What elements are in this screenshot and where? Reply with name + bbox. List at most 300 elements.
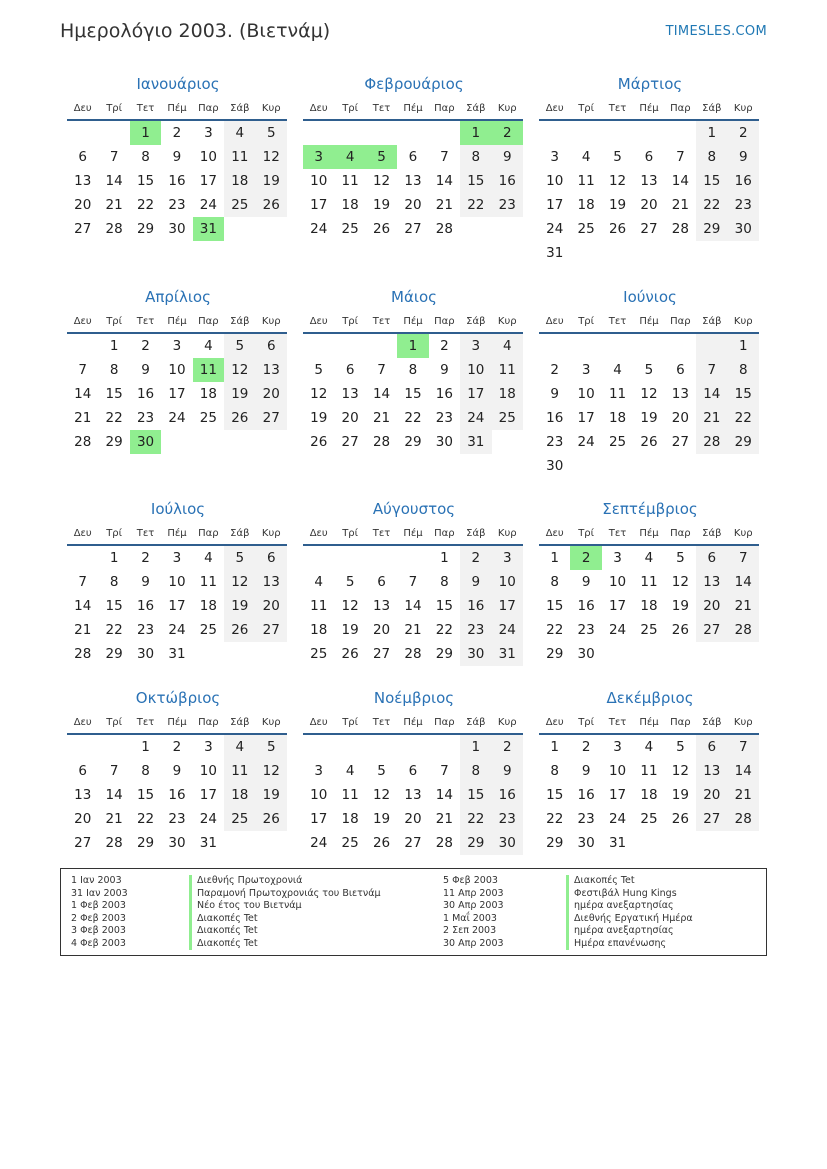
day-cell: 31 [492,642,523,666]
legend-dates-left [71,875,128,950]
day-cell: 19 [224,382,255,406]
day-cell: 22 [546,622,564,638]
weekday-header: Παρ [429,524,460,546]
holiday-day-cell: 2 [570,546,601,570]
day-cell: 5 [676,739,685,755]
day-cell: 21 [404,622,422,638]
day-cell: 25 [640,622,658,638]
page-title: Ημερολόγιο 2003. (Βιετνάμ) [60,20,331,42]
empty-cell [334,121,365,145]
day-cell: 6 [408,763,418,779]
day-cell: 3 [613,739,622,755]
day-cell: 15 [136,787,155,803]
weekday-header: Σάβ [224,312,255,334]
weekday-header: Πέμ [397,312,428,334]
day-cell: 6 [676,362,685,378]
day-cell: 15 [105,386,123,402]
day-cell: 8 [141,763,150,779]
day-cell: 18 [199,598,217,614]
month-name: Απρίλιος [145,288,211,306]
weekday-header: Τρί [334,99,365,121]
day-cell: 19 [310,410,328,426]
day-cell: 29 [435,646,453,662]
holiday-day-cell: 4 [334,145,365,169]
day-cell: 7 [676,149,685,165]
day-cell: 3 [581,362,591,378]
month-name: Ιούνιος [623,288,677,306]
day-cell: 16 [577,787,595,803]
day-cell: 13 [74,787,92,803]
day-cell: 3 [204,125,213,141]
weekday-header: Παρ [193,524,224,546]
month-days-grid [539,95,761,265]
day-cell: 7 [78,362,87,378]
day-cell: 30 [435,434,453,450]
day-cell: 15 [105,598,123,614]
day-cell: 18 [341,811,359,827]
day-cell: 9 [172,763,182,779]
day-cell: 5 [345,574,355,590]
day-cell: 24 [310,835,328,851]
weekday-header: Σάβ [696,524,727,546]
day-cell: 28 [696,430,727,454]
legend-names-left [189,875,381,950]
day-cell: 26 [671,622,689,638]
day-cell: 14 [74,386,92,402]
day-cell: 31 [199,835,217,851]
day-cell: 29 [460,831,491,855]
day-cell: 30 [546,458,564,474]
day-cell: 27 [256,618,287,642]
empty-cell [633,121,664,145]
day-cell: 23 [460,618,491,642]
day-cell: 15 [136,173,155,189]
day-cell: 10 [577,386,595,402]
day-cell: 13 [74,173,92,189]
day-cell: 27 [696,807,727,831]
day-cell: 20 [696,783,727,807]
day-cell: 9 [460,570,491,594]
weekday-header: Τρί [570,99,601,121]
day-cell: 4 [581,149,591,165]
day-cell: 19 [256,783,287,807]
weekday-header: Σάβ [696,312,727,334]
day-cell: 6 [377,574,386,590]
day-cell: 23 [492,807,523,831]
weekday-header: Δευ [67,312,98,334]
empty-cell [98,121,129,145]
empty-cell [334,546,365,570]
legend-date: 1 Φεβ 2003 [71,900,126,911]
holiday-day-cell: 11 [193,358,224,382]
legend-date: 1 Μαΐ 2003 [443,912,497,924]
month-name: Αύγουστος [372,500,456,518]
weekday-header: Τετ [366,524,397,546]
day-cell: 28 [404,646,422,662]
day-cell: 23 [728,193,759,217]
day-cell: 20 [256,382,287,406]
day-cell: 3 [204,739,213,755]
day-cell: 15 [404,386,422,402]
day-cell: 26 [372,221,391,237]
day-cell: 27 [74,835,92,851]
empty-cell [397,735,428,759]
month-name: Δεκέμβριος [606,689,694,707]
day-cell: 2 [440,338,449,354]
day-cell: 23 [546,434,564,450]
day-cell: 4 [644,550,654,566]
weekday-header: Τρί [570,312,601,334]
day-cell: 10 [608,574,627,590]
legend-holiday-name: Παραμονή Πρωτοχρονιάς του Βιετνάμ [189,888,381,901]
empty-cell [429,121,460,145]
day-cell: 28 [435,835,453,851]
day-cell: 29 [105,434,123,450]
day-cell: 13 [696,759,727,783]
legend-holiday-name: Διακοπές Tet [189,938,381,951]
weekday-header: Σάβ [460,99,491,121]
day-cell: 28 [435,221,453,237]
day-cell: 1 [109,338,119,354]
empty-cell [633,334,664,358]
day-cell: 8 [141,149,150,165]
brand-link[interactable]: TIMESLES.COM [665,24,767,39]
day-cell: 14 [74,598,92,614]
day-cell: 4 [204,550,213,566]
day-cell: 26 [608,221,627,237]
weekday-header: Τρί [98,524,129,546]
day-cell: 2 [728,121,759,145]
day-cell: 18 [577,197,595,213]
day-cell: 15 [696,169,727,193]
day-cell: 23 [168,811,186,827]
day-cell: 2 [492,735,523,759]
day-cell: 29 [404,434,422,450]
day-cell: 31 [460,430,491,454]
month-name: Νοέμβριος [373,689,455,707]
weekday-header: Παρ [429,713,460,735]
weekday-header: Σάβ [460,524,491,546]
day-cell: 17 [310,197,328,213]
month-block [539,686,761,855]
day-cell: 6 [256,334,287,358]
day-cell: 9 [492,759,523,783]
day-cell: 26 [372,835,391,851]
day-cell: 5 [256,735,287,759]
holiday-day-cell: 1 [130,121,161,145]
empty-cell [67,546,98,570]
day-cell: 20 [256,594,287,618]
empty-cell [665,121,696,145]
day-cell: 18 [640,598,658,614]
day-cell: 26 [671,811,689,827]
day-cell: 17 [577,410,595,426]
day-cell: 12 [256,759,287,783]
day-cell: 7 [728,735,759,759]
day-cell: 17 [546,197,564,213]
empty-cell [67,121,98,145]
day-cell: 14 [435,787,453,803]
day-cell: 7 [109,763,119,779]
day-cell: 24 [199,197,217,213]
day-cell: 27 [74,221,92,237]
day-cell: 23 [136,410,155,426]
month-block [303,285,525,454]
weekday-header: Δευ [303,713,334,735]
day-cell: 11 [492,358,523,382]
weekday-header: Παρ [665,524,696,546]
month-days-grid [67,520,289,666]
empty-cell [696,334,727,358]
month-block [303,686,525,855]
day-cell: 9 [141,362,150,378]
weekday-header: Παρ [665,99,696,121]
weekday-header: Κυρ [256,312,287,334]
weekday-header: Παρ [193,312,224,334]
legend-date: 31 Ιαν 2003 [71,887,128,899]
month-days-grid [303,520,525,666]
weekday-header: Τετ [130,99,161,121]
day-cell: 19 [608,197,627,213]
day-cell: 19 [341,622,359,638]
day-cell: 12 [256,145,287,169]
month-block [67,72,289,241]
day-cell: 23 [577,622,595,638]
day-cell: 20 [404,811,422,827]
day-cell: 12 [671,574,689,590]
day-cell: 31 [608,835,627,851]
holiday-day-cell: 5 [366,145,397,169]
day-cell: 26 [341,646,359,662]
day-cell: 30 [168,835,186,851]
day-cell: 10 [310,787,328,803]
day-cell: 20 [74,197,92,213]
day-cell: 29 [696,217,727,241]
day-cell: 28 [372,434,391,450]
holiday-day-cell: 1 [397,334,428,358]
day-cell: 3 [314,763,323,779]
empty-cell [98,735,129,759]
day-cell: 10 [460,358,491,382]
day-cell: 22 [136,811,155,827]
day-cell: 11 [341,787,359,803]
day-cell: 28 [728,807,759,831]
legend-holiday-name: ημέρα ανεξαρτησίας [566,925,693,938]
weekday-header: Παρ [193,99,224,121]
day-cell: 11 [341,173,359,189]
month-name: Οκτώβριος [135,689,221,707]
month-name: Μάρτιος [617,75,683,93]
day-cell: 21 [74,410,92,426]
legend-names-right [566,875,693,950]
day-cell: 8 [460,759,491,783]
day-cell: 7 [377,362,386,378]
day-cell: 10 [546,173,564,189]
weekday-header: Τρί [98,312,129,334]
empty-cell [665,334,696,358]
day-cell: 8 [440,574,449,590]
day-cell: 27 [372,646,391,662]
day-cell: 3 [460,334,491,358]
day-cell: 21 [728,594,759,618]
day-cell: 2 [581,739,591,755]
day-cell: 2 [141,550,150,566]
weekday-header: Τετ [130,524,161,546]
weekday-header: Τρί [334,312,365,334]
weekday-header: Τετ [366,99,397,121]
day-cell: 7 [408,574,418,590]
day-cell: 27 [404,221,422,237]
day-cell: 26 [310,434,328,450]
day-cell: 29 [105,646,123,662]
day-cell: 1 [440,550,449,566]
weekday-header: Παρ [193,713,224,735]
weekday-header: Δευ [67,524,98,546]
day-cell: 30 [136,646,155,662]
weekday-header: Δευ [303,99,334,121]
day-cell: 9 [581,574,591,590]
day-cell: 8 [550,763,559,779]
day-cell: 31 [546,245,564,261]
day-cell: 24 [199,811,217,827]
day-cell: 4 [613,362,622,378]
day-cell: 6 [345,362,355,378]
day-cell: 20 [404,197,422,213]
empty-cell [366,735,397,759]
day-cell: 26 [256,193,287,217]
day-cell: 5 [644,362,654,378]
day-cell: 13 [404,787,422,803]
day-cell: 16 [577,598,595,614]
empty-cell [397,121,428,145]
day-cell: 23 [435,410,453,426]
weekday-header: Τετ [366,713,397,735]
day-cell: 23 [492,193,523,217]
day-cell: 14 [696,382,727,406]
day-cell: 22 [460,193,491,217]
weekday-header: Σάβ [460,713,491,735]
day-cell: 16 [168,173,186,189]
day-cell: 25 [199,622,217,638]
day-cell: 13 [341,386,359,402]
legend-holiday-name: Διακοπές Tet [566,875,693,888]
day-cell: 17 [310,811,328,827]
weekday-header: Τετ [602,312,633,334]
day-cell: 30 [460,642,491,666]
day-cell: 22 [105,410,123,426]
day-cell: 8 [109,574,119,590]
day-cell: 29 [546,646,564,662]
day-cell: 29 [136,221,155,237]
day-cell: 27 [341,434,359,450]
day-cell: 31 [168,646,186,662]
day-cell: 11 [224,145,255,169]
empty-cell [366,121,397,145]
day-cell: 3 [492,546,523,570]
weekday-header: Πέμ [633,312,664,334]
weekday-header: Κυρ [728,713,759,735]
day-cell: 17 [168,386,186,402]
day-cell: 4 [644,739,654,755]
day-cell: 15 [460,783,491,807]
day-cell: 17 [168,598,186,614]
month-block [67,686,289,855]
weekday-header: Δευ [539,713,570,735]
weekday-header: Πέμ [397,99,428,121]
weekday-header: Δευ [539,99,570,121]
weekday-header: Σάβ [224,99,255,121]
weekday-header: Τρί [334,713,365,735]
weekday-header: Δευ [303,524,334,546]
day-cell: 5 [224,334,255,358]
day-cell: 23 [577,811,595,827]
day-cell: 6 [696,735,727,759]
empty-cell [429,735,460,759]
day-cell: 20 [341,410,359,426]
day-cell: 24 [492,618,523,642]
month-name: Μάιος [391,288,437,306]
day-cell: 14 [404,598,422,614]
weekday-header: Πέμ [161,312,192,334]
weekday-header: Πέμ [161,99,192,121]
day-cell: 1 [550,550,559,566]
weekday-header: Κυρ [256,99,287,121]
weekday-header: Κυρ [256,713,287,735]
day-cell: 11 [640,574,658,590]
empty-cell [334,735,365,759]
day-cell: 25 [224,807,255,831]
day-cell: 24 [608,811,627,827]
weekday-header: Σάβ [696,713,727,735]
day-cell: 6 [78,763,87,779]
day-cell: 14 [671,173,689,189]
empty-cell [570,334,601,358]
day-cell: 16 [136,598,155,614]
day-cell: 19 [671,787,689,803]
day-cell: 4 [492,334,523,358]
day-cell: 27 [256,406,287,430]
empty-cell [602,334,633,358]
day-cell: 28 [671,221,689,237]
day-cell: 12 [640,386,658,402]
legend-holiday-name: Φεστιβάλ Hung Kings [566,888,693,901]
day-cell: 15 [546,598,564,614]
month-days-grid [67,709,289,855]
day-cell: 25 [199,410,217,426]
day-cell: 24 [577,434,595,450]
day-cell: 3 [172,338,182,354]
weekday-header: Τρί [570,713,601,735]
day-cell: 2 [172,125,182,141]
day-cell: 15 [728,382,759,406]
day-cell: 10 [168,362,186,378]
month-days-grid [303,95,525,241]
legend-date: 2 Σεπ 2003 [443,925,497,936]
day-cell: 26 [224,406,255,430]
day-cell: 10 [199,149,217,165]
day-cell: 5 [613,149,622,165]
weekday-header: Πέμ [397,524,428,546]
day-cell: 22 [546,811,564,827]
day-cell: 16 [168,787,186,803]
day-cell: 13 [256,358,287,382]
weekday-header: Πέμ [397,713,428,735]
weekday-header: Παρ [665,713,696,735]
day-cell: 9 [492,145,523,169]
day-cell: 13 [372,598,391,614]
weekday-header: Κυρ [492,713,523,735]
day-cell: 22 [696,193,727,217]
